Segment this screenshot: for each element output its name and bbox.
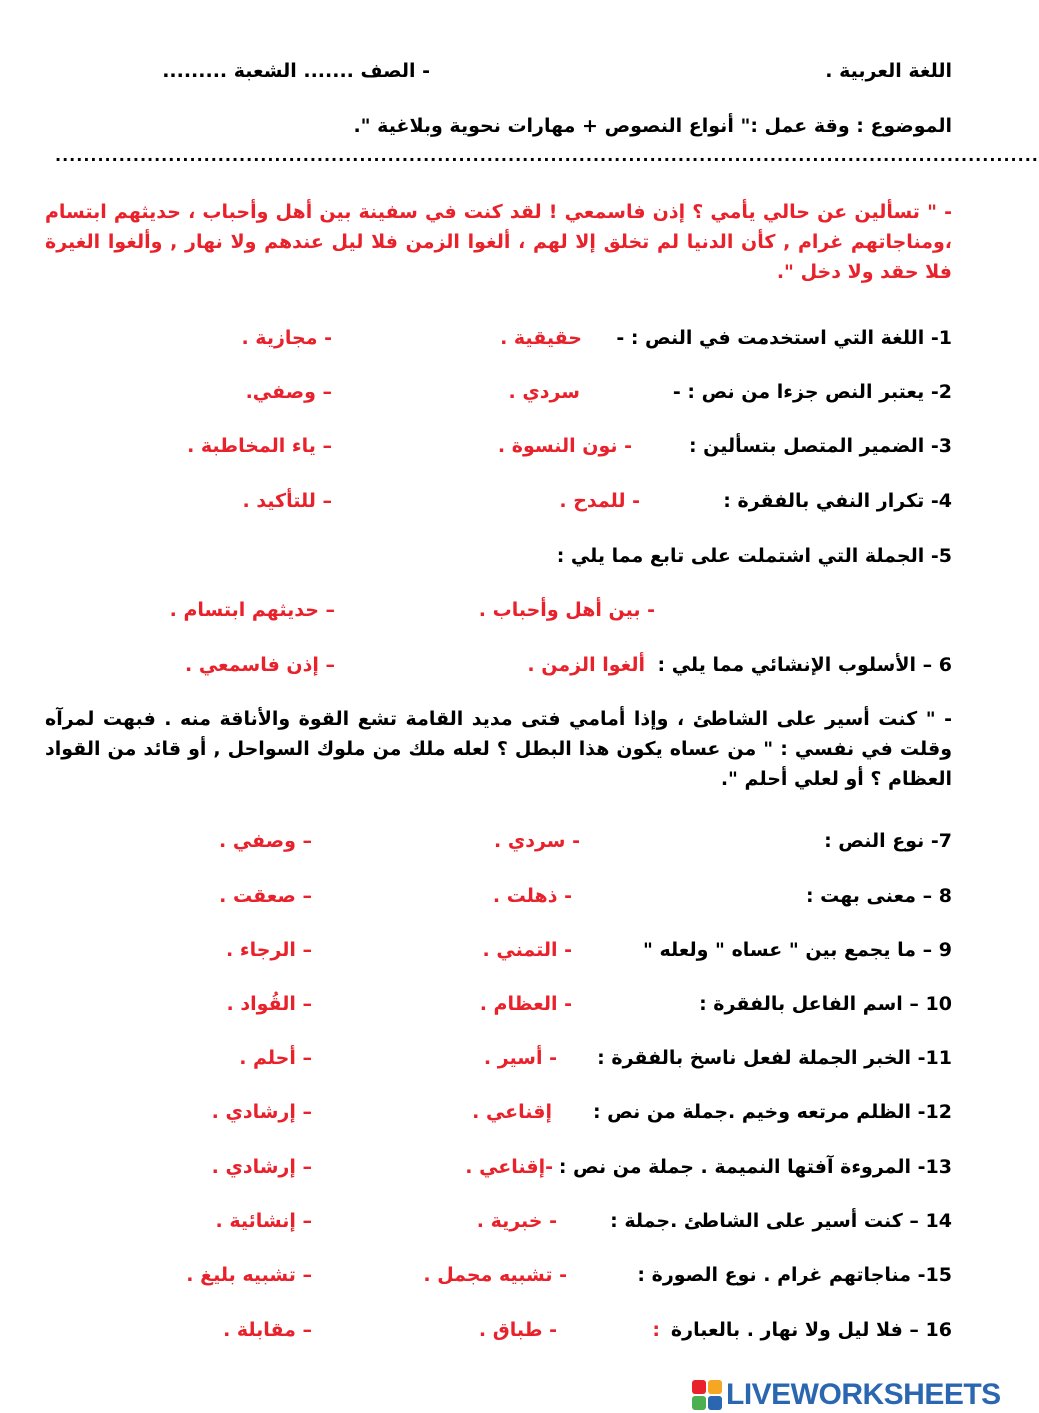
- question-text: 10 – اسم الفاعل بالفقرة :: [699, 993, 952, 1015]
- subject-label: اللغة العربية .: [825, 60, 952, 82]
- answer-option-2[interactable]: – إرشادي .: [211, 1156, 312, 1178]
- question-line: [0, 1097, 1000, 1127]
- question-line: [0, 1206, 1000, 1236]
- answer-option-1[interactable]: - خبرية .: [476, 1210, 557, 1232]
- answer-option-1[interactable]: - للمدح .: [559, 490, 640, 512]
- question-text: 1- اللغة التي استخدمت في النص : -: [616, 327, 952, 349]
- answer-option-1[interactable]: - العظام .: [479, 993, 572, 1015]
- question-text: 4- تكرار النفي بالفقرة :: [723, 490, 952, 512]
- answer-option-2[interactable]: – القُواد .: [226, 993, 312, 1015]
- question-line: [0, 935, 1000, 965]
- answer-option-2[interactable]: – إنشائية .: [215, 1210, 312, 1232]
- question-line: [0, 826, 1000, 856]
- question-line: [0, 377, 1000, 407]
- answer-option-1[interactable]: - ذهلت .: [492, 885, 572, 907]
- question-colon: :: [652, 1319, 660, 1341]
- question-text: 14 – كنت أسير على الشاطئ .جملة :: [610, 1210, 952, 1232]
- answer-option-2[interactable]: – تشبيه بليغ .: [186, 1264, 312, 1286]
- question-line: [0, 1152, 1000, 1182]
- question-line: [0, 486, 1000, 516]
- question-line: [0, 650, 1000, 680]
- question-text: 12- الظلم مرتعه وخيم .جملة من نص :: [592, 1101, 952, 1123]
- passage-2: - " كنت أسير على الشاطئ ، وإذا أمامي فتى مديد القامة تشع القوة والأناقة منه . فبهت لمرآه وقلت في نفسي : " من عساه يكون هذا البطل ؟ لعله ملك من ملوك السواحل , أو قائد من القواد العظام ؟ أو لعلي أحلم ".: [45, 708, 952, 790]
- answer-option-2[interactable]: – وصفي .: [218, 830, 312, 852]
- question-line: [0, 1043, 1000, 1073]
- question-text: 2- يعتبر النص جزءا من نص : -: [672, 381, 952, 403]
- question-text: 5- الجملة التي اشتملت على تابع مما يلي :: [556, 545, 952, 567]
- question-line: [0, 431, 1000, 461]
- answer-option-2[interactable]: – إرشادي .: [211, 1101, 312, 1123]
- question-text: 15- مناجاتهم غرام . نوع الصورة :: [637, 1264, 952, 1286]
- answer-option-2[interactable]: – صعقت .: [219, 885, 312, 907]
- answer-option-1[interactable]: - التمني .: [482, 939, 572, 961]
- answer-option-1[interactable]: - نون النسوة .: [497, 435, 632, 457]
- answer-option-2[interactable]: – حديثهم ابتسام .: [169, 599, 335, 621]
- question-line: [0, 323, 1000, 353]
- answer-option-1[interactable]: - سردي .: [493, 830, 580, 852]
- topic-label: الموضوع : وقة عمل :" أنواع النصوص + مهارات نحوية وبلاغية ".: [353, 115, 952, 137]
- question-text: 3- الضمير المتصل بتسألين :: [688, 435, 952, 457]
- answer-option-2[interactable]: – وصفي.: [245, 381, 332, 403]
- question-text: 13- المروءة آفتها النميمة . جملة من نص :: [558, 1156, 952, 1178]
- answer-option-1[interactable]: - طباق .: [478, 1319, 557, 1341]
- liveworksheets-logo: [692, 1378, 1001, 1412]
- answer-option-1[interactable]: - أسير .: [483, 1047, 557, 1069]
- answer-option-2[interactable]: – مقابلة .: [223, 1319, 312, 1341]
- answer-option-1[interactable]: - بين أهل وأحباب .: [478, 599, 655, 621]
- question-text: 16 – فلا ليل ولا نهار . بالعبارة: [670, 1319, 952, 1341]
- passage-1: - " تسألين عن حالي يأمي ؟ إذن فاسمعي ! لقد كنت في سفينة بين أهل وأحباب ، حديثهم ابتسام ،ومناجاتهم غرام , كأن الدنيا لم تخلق إلا لهم ، ألغوا الزمن فلا ليل عندهم ولا نهار , وألغوا الغيرة فلا حقد ولا دخل ".: [45, 201, 952, 283]
- question-line: [0, 541, 1000, 571]
- separator-dots: ...........................................................................................................................................: [55, 146, 1039, 165]
- answer-option-2[interactable]: - مجازية .: [241, 327, 332, 349]
- question-line: [0, 595, 1000, 625]
- logo-mark-icon: [692, 1380, 722, 1410]
- answer-option-1[interactable]: حقيقية .: [500, 327, 582, 349]
- answer-option-1[interactable]: ألغوا الزمن .: [527, 654, 645, 676]
- question-line: [0, 1260, 1000, 1290]
- answer-option-2[interactable]: – أحلم .: [239, 1047, 312, 1069]
- answer-option-2[interactable]: – للتأكيد .: [242, 490, 332, 512]
- question-line: [0, 1315, 1000, 1345]
- logo-text: LIVEWORKSHEETS: [726, 1378, 1001, 1411]
- answer-option-2[interactable]: – إذن فاسمعي .: [185, 654, 335, 676]
- answer-option-1[interactable]: إقناعي .: [472, 1101, 552, 1123]
- answer-option-2[interactable]: – الرجاء .: [226, 939, 312, 961]
- answer-option-2[interactable]: – ياء المخاطبة .: [187, 435, 332, 457]
- answer-option-1[interactable]: - تشبيه مجمل .: [423, 1264, 567, 1286]
- question-text: 7- نوع النص :: [824, 830, 952, 852]
- answer-option-1[interactable]: -إقناعي .: [465, 1156, 553, 1178]
- question-text: 8 – معنى بهت :: [805, 885, 952, 907]
- answer-option-1[interactable]: سردي .: [508, 381, 580, 403]
- question-text: 6 – الأسلوب الإنشائي مما يلي :: [657, 654, 952, 676]
- class-section-label: - الصف ....... الشعبة .........: [162, 60, 430, 82]
- question-text: 11- الخبر الجملة لفعل ناسخ بالفقرة :: [597, 1047, 952, 1069]
- question-line: [0, 989, 1000, 1019]
- question-line: [0, 881, 1000, 911]
- question-text: 9 – ما يجمع بين " عساه " ولعله ": [642, 939, 952, 961]
